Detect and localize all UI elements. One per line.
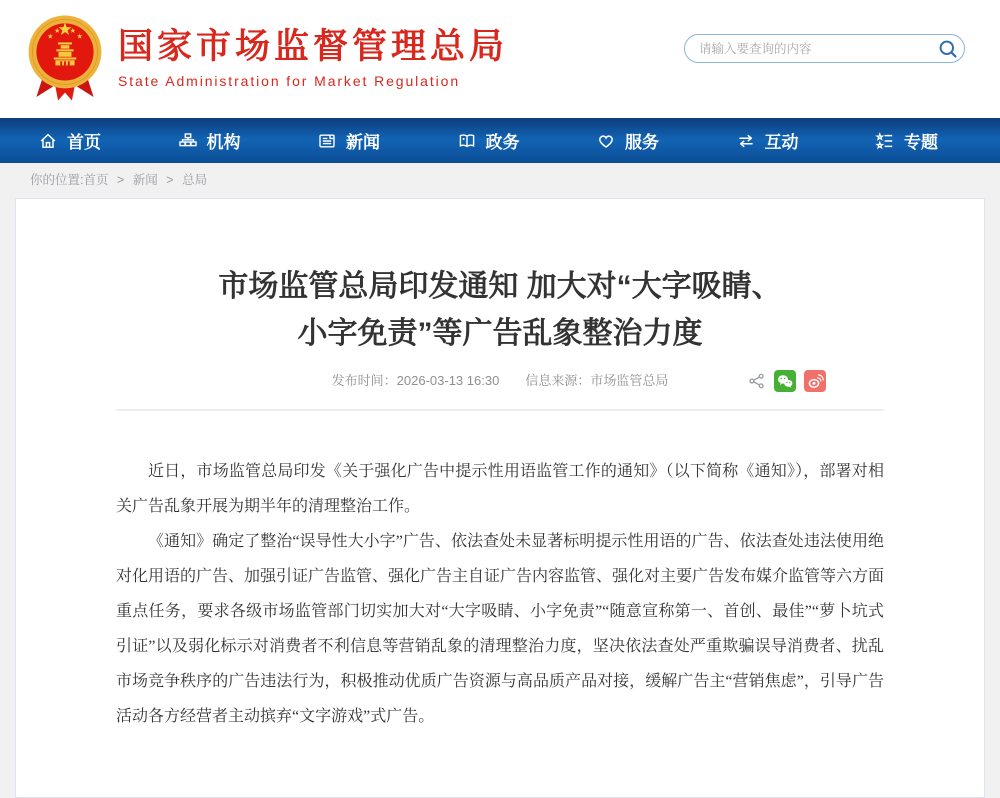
weibo-icon[interactable] bbox=[804, 370, 826, 392]
site-title: 国家市场监督管理总局 bbox=[118, 27, 509, 66]
article-paragraph: 近日，市场监管总局印发《关于强化广告中提示性用语监管工作的通知》（以下简称《通知》），部署对相关广告乱象开展为期半年的清理整治工作。 bbox=[116, 463, 884, 515]
nav-item-services[interactable] bbox=[596, 128, 659, 153]
article-paragraph: 《通知》确定了整治“误导性大小字”广告、依法查处未显著标明提示性用语的广告、依法查处违法使用绝对化用语的广告、加强引证广告监管、强化广告主自证广告内容监管、强化对主要广告发布媒介监管等六方面重点任务，要求各级市场监管部门切实加大对“大字吸睛、小字免责”“随意宣称第一、首创、最佳”“萝卜坑式引证”以及弱化标示对消费者不利信息等营销乱象的清理整治力度，坚决依法查处严重欺骗误导消费者、扰乱市场竞争秩序的广告违法行为，积极推动优质广告资源与高品质产品对接，缓解广告主“营销焦虑”，引导广告活动各方经营者主动摈弃“文字游戏”式广告。 bbox=[116, 533, 885, 725]
site-header bbox=[0, 0, 1000, 118]
wechat-icon[interactable] bbox=[774, 370, 796, 392]
nav-label: 政务 bbox=[485, 133, 520, 152]
nav-item-gov[interactable] bbox=[457, 128, 520, 153]
share-icon[interactable] bbox=[748, 372, 766, 390]
share-buttons bbox=[748, 370, 826, 392]
heart-icon bbox=[596, 131, 616, 151]
source-label: 信息来源： bbox=[525, 373, 591, 388]
star-list-icon bbox=[875, 131, 895, 151]
nav-item-topics[interactable] bbox=[875, 128, 938, 153]
breadcrumb-link-home[interactable]: 首页 bbox=[83, 173, 109, 187]
nav-label: 新闻 bbox=[346, 133, 380, 152]
article-title-line2: 小字免责”等广告乱象整治力度 bbox=[297, 317, 703, 350]
article-title bbox=[16, 263, 984, 357]
site-search bbox=[684, 34, 965, 63]
nav-item-home[interactable] bbox=[38, 128, 101, 153]
site-logo[interactable] bbox=[26, 11, 508, 105]
breadcrumb-separator: > bbox=[166, 173, 174, 187]
title-divider bbox=[116, 409, 884, 411]
nav-label: 首页 bbox=[67, 133, 101, 152]
home-icon bbox=[38, 131, 58, 151]
article-card bbox=[15, 198, 985, 798]
article-meta bbox=[16, 370, 984, 392]
nav-item-news[interactable] bbox=[317, 128, 380, 153]
publish-time-label: 发布时间： bbox=[331, 373, 397, 388]
org-icon bbox=[178, 131, 198, 151]
article-title-line1: 市场监管总局印发通知 加大对“大字吸睛、 bbox=[218, 270, 782, 303]
breadcrumb-link-news[interactable]: 新闻 bbox=[132, 173, 158, 187]
breadcrumb-separator: > bbox=[116, 173, 125, 187]
nav-item-interact[interactable] bbox=[736, 128, 799, 153]
source-value: 市场监管总局 bbox=[590, 373, 669, 388]
news-icon bbox=[317, 131, 337, 151]
search-input[interactable] bbox=[684, 34, 965, 63]
site-subtitle: State Administration for Market Regulation bbox=[118, 73, 461, 89]
nav-label: 机构 bbox=[206, 133, 241, 152]
article-body bbox=[116, 454, 884, 734]
exchange-arrows-icon bbox=[736, 131, 756, 151]
breadcrumb-prefix: 你的位置: bbox=[30, 173, 84, 187]
nav-label: 专题 bbox=[904, 133, 938, 152]
nav-item-org[interactable] bbox=[178, 128, 241, 153]
breadcrumb bbox=[0, 163, 1000, 198]
breadcrumb-link-bureau[interactable]: 总局 bbox=[182, 173, 208, 187]
publish-time-value: 2026-03-13 16:30 bbox=[396, 373, 500, 388]
national-emblem-icon bbox=[26, 11, 104, 105]
gov-icon bbox=[457, 131, 477, 151]
nav-label: 互动 bbox=[764, 133, 799, 152]
search-icon bbox=[936, 49, 960, 64]
main-nav bbox=[0, 118, 1000, 163]
nav-label: 服务 bbox=[625, 133, 659, 152]
search-button[interactable] bbox=[936, 37, 960, 61]
